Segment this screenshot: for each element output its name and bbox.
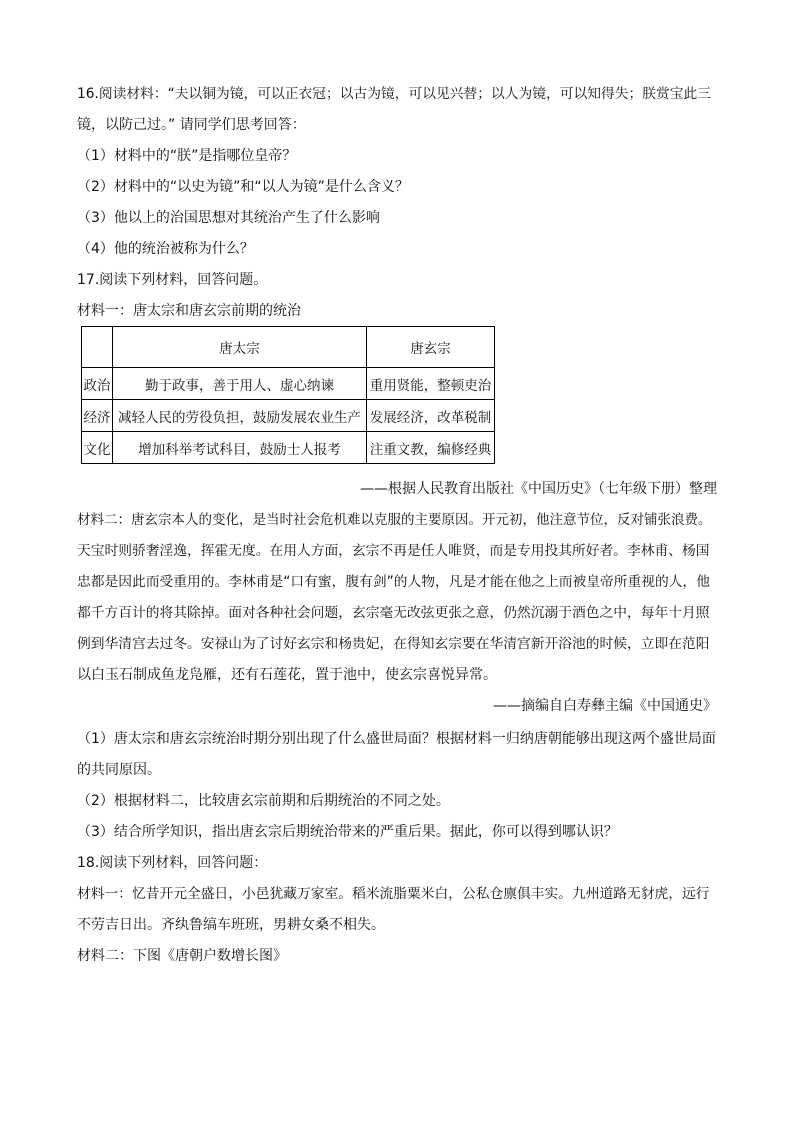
q17-question-line: 的共同原因。: [77, 762, 161, 778]
q16-item-1: （1）材料中的“朕”是指哪位皇帝？: [77, 148, 297, 164]
q17-material2-line: 天宝时则骄奢淫逸，挥霍无度。在用人方面，玄宗不再是任人唯贤，而是专用投其所好者。李林甫、杨国: [77, 543, 710, 559]
q17-question-line: （2）根据材料二，比较唐玄宗前期和后期统治的不同之处。: [77, 793, 450, 809]
q17-material2-line: 以白玉石制成鱼龙凫雁，还有石莲花，置于池中，使玄宗喜悦异常。: [77, 667, 497, 683]
q16-item-3: （3）他以上的治国思想对其统治产生了什么影响: [77, 210, 380, 226]
table-cell: 经济: [82, 400, 113, 432]
q18-material1-line: 材料一：忆昔开元全盛日，小邑犹藏万家室。稻米流脂粟米白，公私仓廪俱丰实。九州道路无豺虎，远行: [77, 886, 710, 902]
table-cell: 勤于政事，善于用人、虚心纳谏: [113, 368, 367, 400]
table-row: [82, 368, 495, 400]
q17-source1: ——根据人民教育出版社《中国历史》（七年级下册）整理: [360, 481, 717, 497]
table-header-row: [82, 327, 495, 368]
q16-stem-line2: 镜，以防己过。” 请同学们思考回答：: [77, 117, 306, 133]
table-cell: 减轻人民的劳役负担，鼓励发展农业生产: [113, 400, 367, 432]
table-cell: 文化: [82, 432, 113, 464]
q16-item-2: （2）材料中的“以史为镜”和“以人为镜”是什么含义？: [77, 179, 409, 195]
q18-title: 18.阅读下列材料，回答问题：: [77, 855, 268, 871]
table-cell: 重用贤能，整顿吏治: [367, 368, 495, 400]
table-header-cell: [82, 327, 113, 368]
table-cell: 政治: [82, 368, 113, 400]
q17-material2-line: 忠都是因此而受重用的。李林甫是“口有蜜，腹有剑”的人物，凡是才能在他之上而被皇帝所重视的人，他: [77, 574, 711, 590]
q18-material2: 材料二：下图《唐朝户数增长图》: [77, 948, 287, 964]
q17-material2-line: 材料二：唐玄宗本人的变化，是当时社会危机难以克服的主要原因。开元初，他注意节位，反对铺张浪费。: [77, 512, 712, 528]
q16-item-4: （4）他的统治被称为什么？: [77, 241, 254, 257]
table-row: [82, 432, 495, 464]
comparison-table: [81, 326, 495, 464]
q17-material1-title: 材料一：唐太宗和唐玄宗前期的统治: [77, 303, 301, 319]
table-row: [82, 400, 495, 432]
q17-material2-line: 都千方百计的将其除掉。面对各种社会问题，玄宗毫无改弦更张之意，仍然沉溺于酒色之中，每年十月照: [77, 605, 710, 621]
q17-title: 17.阅读下列材料，回答问题。: [77, 272, 268, 288]
q17-material2-line: 例到华清宫去过冬。安禄山为了讨好玄宗和杨贵妃，在得知玄宗要在华清宫新开浴池的时候，立即在范阳: [77, 636, 710, 652]
q16-stem-line1: 16.阅读材料：“夫以铜为镜，可以正衣冠；以古为镜，可以见兴替；以人为镜，可以知得失；朕赏宝此三: [77, 86, 711, 102]
q18-material1-line: 不劳吉日出。齐纨鲁缟车班班，男耕女桑不相失。: [77, 917, 385, 933]
q17-question-line: （1）唐太宗和唐玄宗统治时期分别出现了什么盛世局面？根据材料一归纳唐朝能够出现这两个盛世局面: [77, 731, 716, 747]
table-header-cell: 唐太宗: [113, 327, 367, 368]
table-cell: 注重文教，编修经典: [367, 432, 495, 464]
table-cell: 发展经济，改革税制: [367, 400, 495, 432]
table-cell: 增加科举考试科目，鼓励士人报考: [113, 432, 367, 464]
q17-question-line: （3）结合所学知识，指出唐玄宗后期统治带来的严重后果。据此，你可以得到哪认识？: [77, 824, 618, 840]
q17-source2: ——摘编自白寿彝主编《中国通史》: [493, 698, 717, 714]
table-header-cell: 唐玄宗: [367, 327, 495, 368]
